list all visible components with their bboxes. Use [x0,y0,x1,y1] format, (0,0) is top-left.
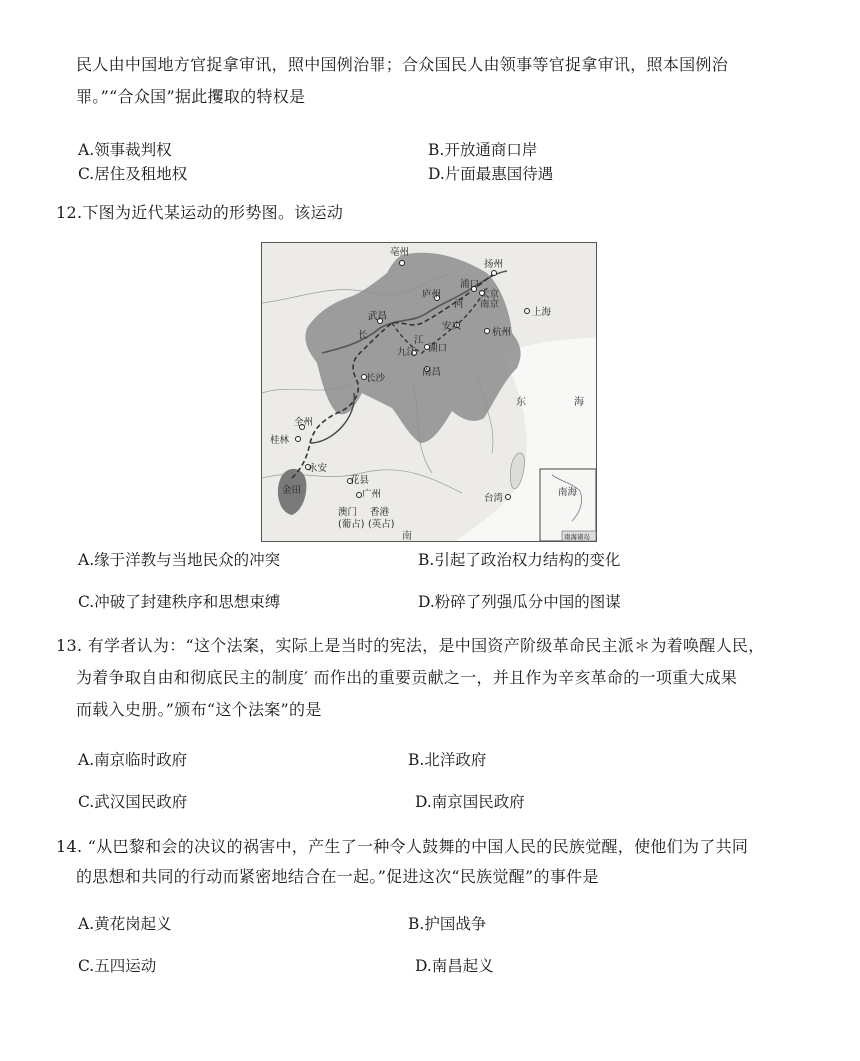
q13-option-c: C.武汉国民政府 [78,793,188,811]
q12-option-b: B.引起了政治权力结构的变化 [418,551,621,569]
q14-stem-line1: 14. “从巴黎和会的决议的祸害中，产生了一种令人鼓舞的中国人民的民族觉醒，使他们为了共同 [56,837,749,856]
q13-option-b: B.北洋政府 [408,751,487,769]
map-label-hai: 海 [574,397,584,408]
map-label-taiwan: 台湾 [484,493,504,504]
q12-option-a: A.缘于洋教与当地民众的冲突 [78,551,281,569]
map-label-changsha: 长沙 [366,373,386,384]
map-label-jiujiang: 九江 [397,347,417,358]
map-label-nanchang: 南昌 [422,367,442,378]
q11-option-b: B.开放通商口岸 [428,141,538,159]
q14-option-a: A.黄花岗起义 [78,915,172,933]
map-label-he: 河 [454,299,464,310]
q13-option-d: D.南京国民政府 [415,793,525,811]
map-label-nanjing: 南京 [480,299,500,310]
q14-option-c: C.五四运动 [78,957,157,975]
map-label-chang: 长 [358,330,368,341]
map-label-yongan: 永安 [308,463,328,474]
map-label-quanzhou: 全州 [294,417,314,428]
q13-stem-line3: 而载入史册。”颁布“这个法案”的是 [76,700,322,719]
q13-stem-line1: 13. 有学者认为：“这个法案，实际上是当时的宪法，是中国资产阶级革命民主派＊为着唤醒人民， [56,636,765,655]
map-label-anqing: 安庆 [442,321,462,332]
map-label-aomen: 澳门 [338,507,358,518]
map-label-hangzhou: 杭州 [492,327,512,338]
q14-option-d: D.南昌起义 [415,957,494,975]
map-label-jiang: 江 [414,335,424,346]
map-label-xianggang: 香港 [370,507,390,518]
map-label-taiping-capital: 太京 [480,289,500,300]
map-label-wuchang: 武昌 [368,311,388,322]
map-label-pukou: 浦口 [460,279,480,290]
q11-stem-line1: 民人由中国地方官捉拿审讯，照中国例治罪；合众国民人由领事等官捉拿审讯，照本国例治 [76,55,729,74]
map-label-yingzhan: (英占) [368,519,395,530]
map-label-bozhou: 亳州 [390,247,410,258]
map-label-jintian: 金田 [282,485,302,496]
map-inset-box [540,469,596,541]
q11-stem-line2: 罪。”“合众国”据此攫取的特权是 [76,87,306,106]
map-label-nan: 南 [402,531,412,542]
q12-option-d: D.粉碎了列强瓜分中国的图谋 [418,593,621,611]
q12-option-c: C.冲破了封建秩序和思想束缚 [78,593,281,611]
map-label-dong: 东 [516,397,526,408]
q11-option-d: D.片面最惠国待遇 [428,165,554,183]
map-label-inset: 南海诸岛 [564,533,590,541]
q11-option-c: C.居住及租地权 [78,165,188,183]
q14-stem-line2: 的思想和共同的行动而紧密地结合在一起。”促进这次“民族觉醒”的事件是 [76,867,599,886]
q13-option-a: A.南京临时政府 [78,751,188,769]
map-label-hukou: 湖口 [428,343,448,354]
map-label-guilin: 桂林 [270,435,290,446]
q12-stem: 12.下图为近代某运动的形势图。该运动 [56,203,344,222]
map-label-yangzhou: 扬州 [484,259,504,270]
map-label-putao: (葡占) [338,519,365,530]
campaign-map [261,242,597,542]
map-label-guangzhou: 广州 [362,489,382,500]
map-figure [262,243,597,542]
map-label-nanhai-inset: 南海 [558,487,578,498]
q11-option-a: A.领事裁判权 [78,141,172,159]
q14-option-b: B.护国战争 [408,915,487,933]
map-label-luzhou: 庐州 [422,289,442,300]
map-label-huaxian: 花县 [350,475,370,486]
map-label-shanghai: 上海 [532,307,552,318]
q13-stem-line2: 为着争取自由和彻底民主的制度′ 而作出的重要贡献之一，并且作为辛亥革命的一项重大成果 [76,668,738,687]
